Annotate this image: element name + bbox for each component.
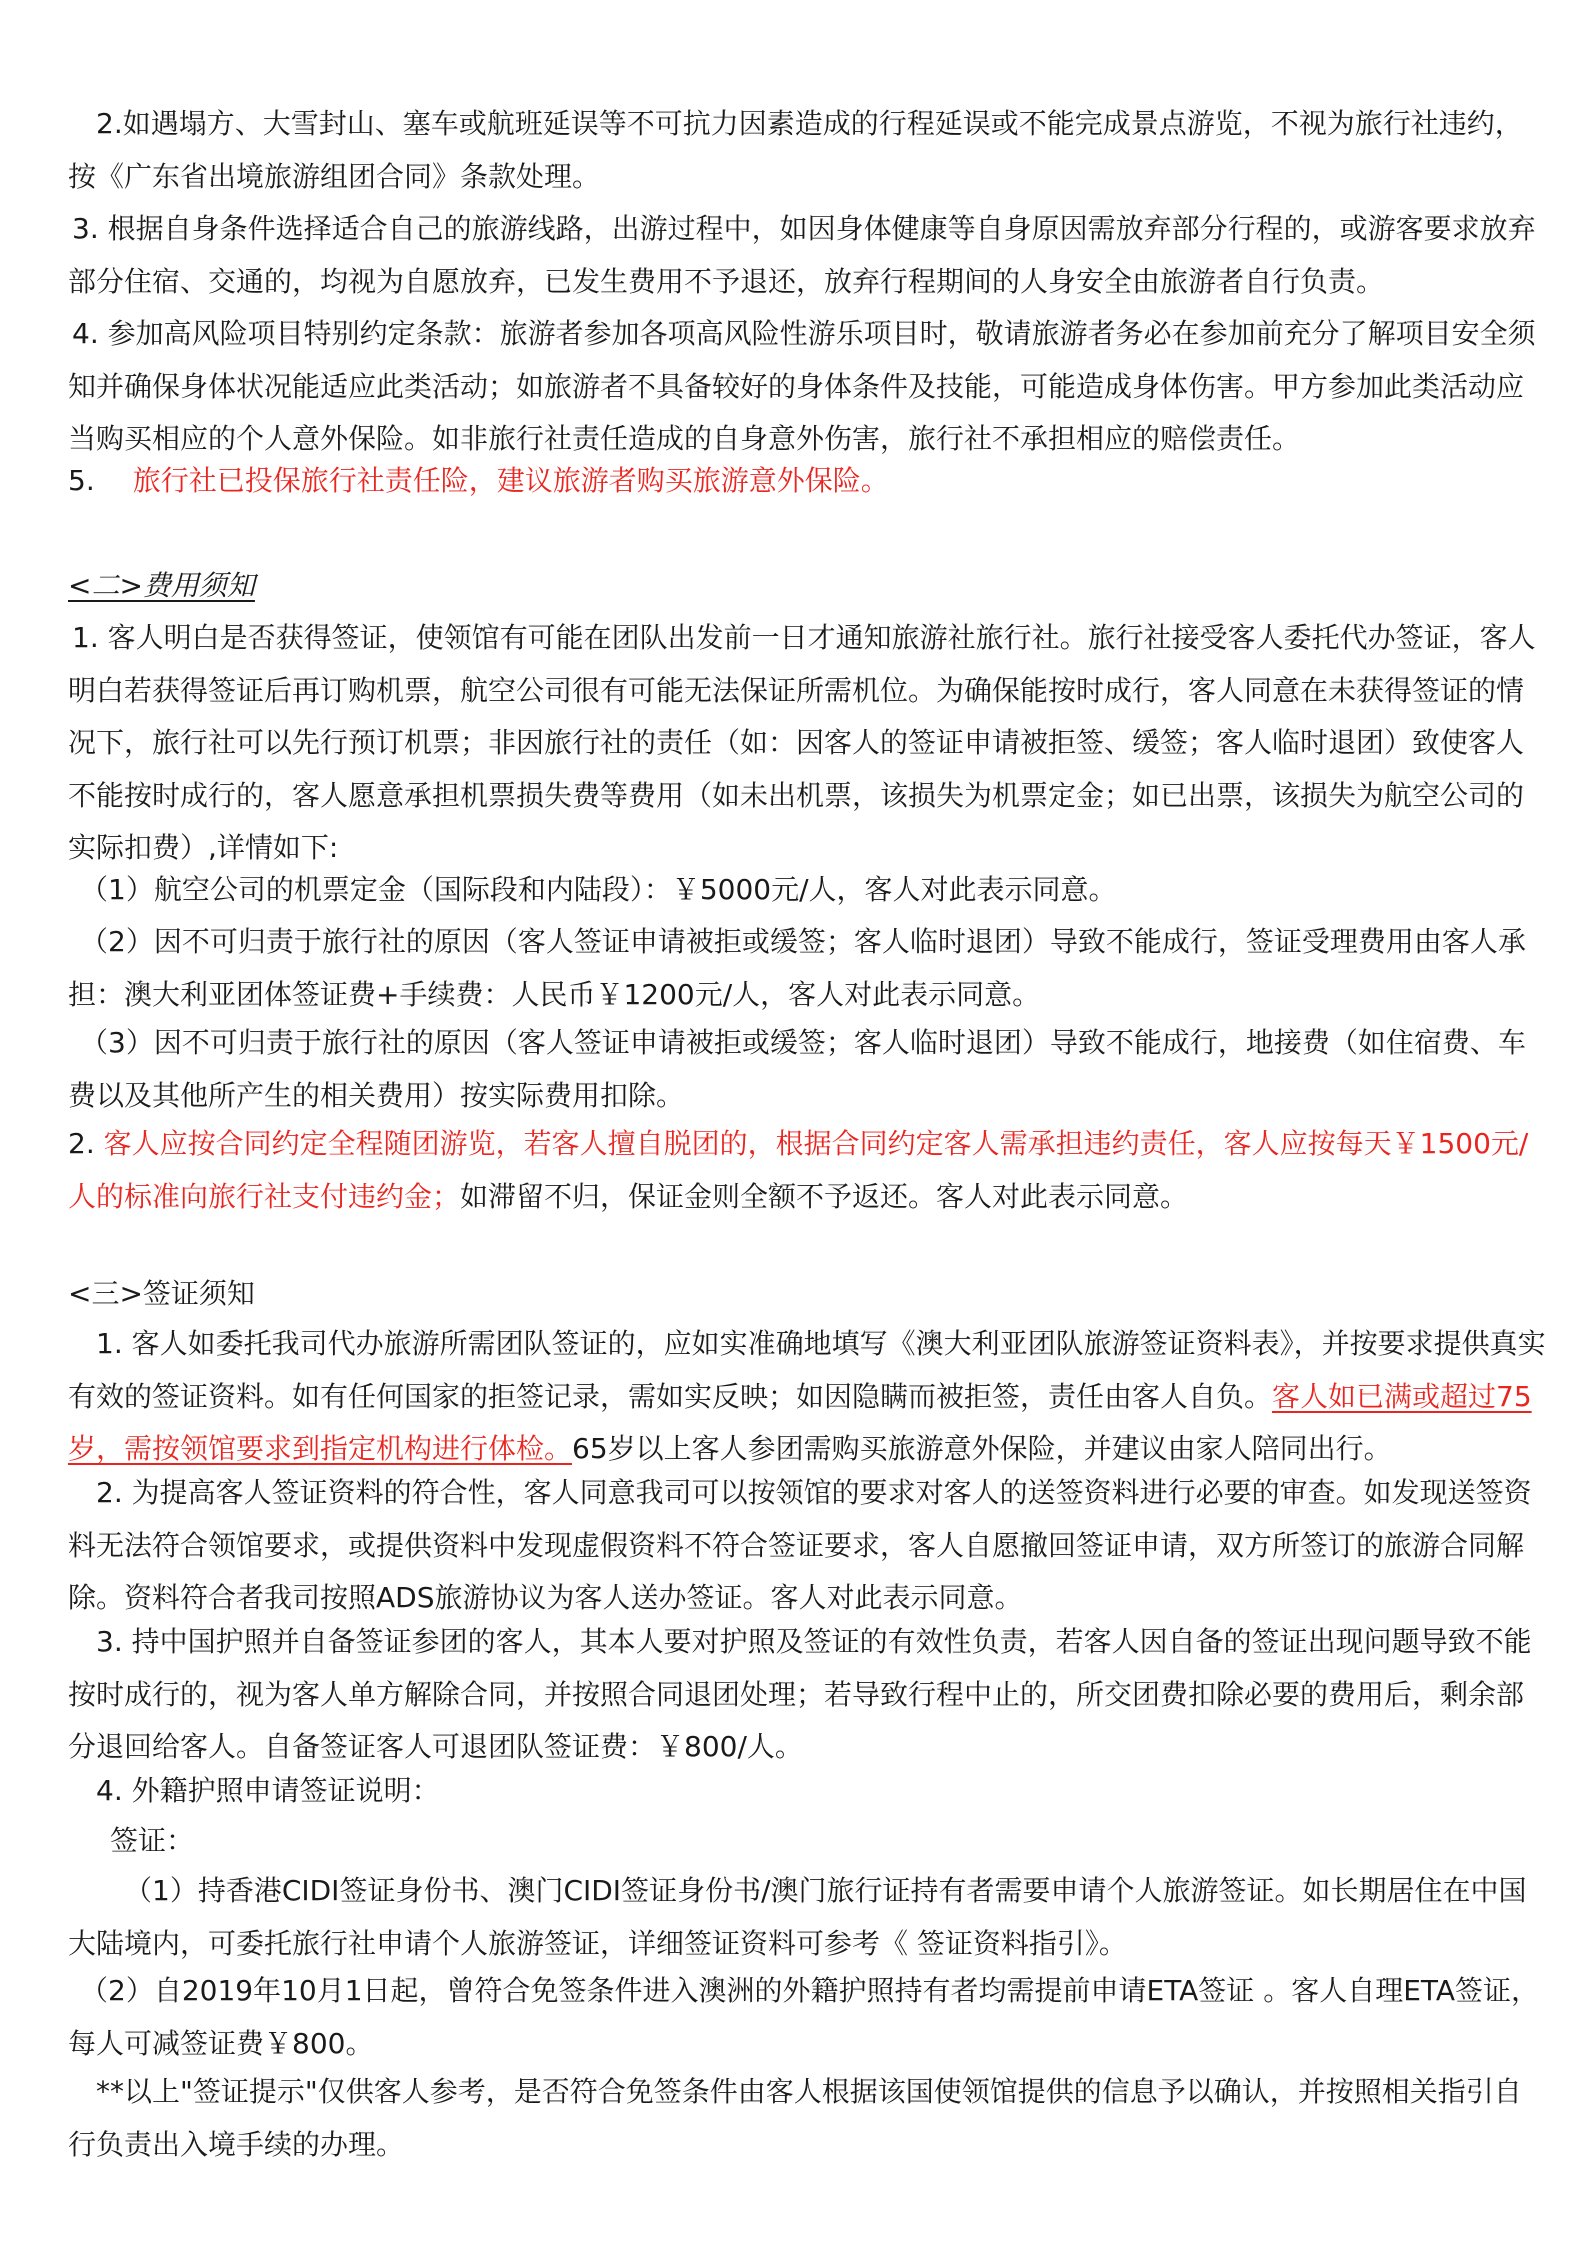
clause-3-voluntary-waiver: 3. 根据自身条件选择适合自己的旅游线路，出游过程中，如因身体健康等自身原因需放弃部分行程的，或游客要求放弃部分住宿、交通的，均视为自愿放弃，已发生费用不予退还，放弃行程期间的人身安全由旅游者自行负责。 bbox=[68, 212, 1536, 298]
fees-clause-2-tail: 如滞留不归，保证金则全额不予返还。客人对此表示同意。 bbox=[460, 1179, 1189, 1213]
visa-clause-1-insurance: 65岁以上客人参团需购买旅游意外保险，并建议由家人陪同出行。 bbox=[572, 1432, 1392, 1465]
visa-clause-3: 3. 持中国护照并自备签证参团的客人，其本人要对护照及签证的有效性负责，若客人因自备的签证出现问题导致不能按时成行的，视为客人单方解除合同，并按照合同退团处理；若导致行程中止的，所交团费扣除必要的费用后，剩余部分退回给客人。自备签证客人可退团队签证费：￥800/人。 bbox=[68, 1625, 1532, 1763]
clause-5-number: 5. bbox=[68, 464, 95, 497]
fees-clause-2-penalty: 客人应按合同约定全程随团游览，若客人擅自脱团的，根据合同约定客人需承担违约责任，客人应按每天￥1500元/人的标准向旅行社支付违约金； bbox=[68, 1127, 1529, 1213]
visa-clause-1-age-note: 客人如已满或超过75岁，需按领馆要求到指定机构进行体检。 bbox=[68, 1379, 1532, 1465]
clause-5-insurance bbox=[68, 455, 1546, 508]
visa-clause-4: 4. 外籍护照申请签证说明： bbox=[96, 1774, 440, 1807]
visa-sub-2: （2）自2019年10月1日起，曾符合免签条件进入澳洲的外籍护照持有者均需提前申请ETA签证 。客人自理ETA签证，每人可减签证费￥800。 bbox=[68, 1974, 1539, 2060]
fees-heading: <二>费用须知 bbox=[68, 569, 255, 602]
visa-note: **以上"签证提示"仅供客人参考，是否符合免签条件由客人根据该国使领馆提供的信息予以确认，并按照相关指引自行负责出入境手续的办理。 bbox=[68, 2075, 1522, 2161]
fees-clause-1: 1. 客人明白是否获得签证，使领馆有可能在团队出发前一日才通知旅游社旅行社。旅行社接受客人委托代办签证，客人明白若获得签证后再订购机票，航空公司很有可能无法保证所需机位。为确保能按时成行，客人同意在未获得签证的情况下，旅行社可以先行预订机票；非因旅行社的责任（如：因客人的签证申请被拒签、缓签；客人临时退团）致使客人不能按时成行的，客人愿意承担机票损失费等费用（如未出机票，该损失为机票定金；如已出票，该损失为航空公司的实际扣费）,详情如下: bbox=[68, 621, 1536, 864]
visa-clause-1 bbox=[68, 1318, 1546, 1476]
clause-4-high-risk: 4. 参加高风险项目特别约定条款：旅游者参加各项高风险性游乐项目时，敬请旅游者务必在参加前充分了解项目安全须知并确保身体状况能适应此类活动；如旅游者不具备较好的身体条件及技能，可能造成身体伤害。甲方参加此类活动应当购买相应的个人意外保险。如非旅行社责任造成的自身意外伤害，旅行社不承担相应的赔偿责任。 bbox=[68, 317, 1536, 455]
fees-sub-1: （1）航空公司的机票定金（国际段和内陆段）：￥5000元/人，客人对此表示同意。 bbox=[80, 873, 1117, 906]
fees-sub-2: （2）因不可归责于旅行社的原因（客人签证申请被拒或缓签；客人临时退团）导致不能成行，签证受理费用由客人承担：澳大利亚团体签证费+手续费：人民币￥1200元/人，客人对此表示同意。 bbox=[68, 925, 1526, 1011]
visa-clause-2: 2. 为提高客人签证资料的符合性，客人同意我司可以按领馆的要求对客人的送签资料进行必要的审查。如发现送签资料无法符合领馆要求，或提供资料中发现虚假资料不符合签证要求，客人自愿撤回签证申请，双方所签订的旅游合同解除。资料符合者我司按照ADS旅游协议为客人送办签证。客人对此表示同意。 bbox=[68, 1476, 1532, 1614]
visa-heading: <三>签证须知 bbox=[68, 1277, 255, 1310]
fees-clause-2-number: 2. bbox=[68, 1127, 95, 1160]
clause-2-force-majeure: 2.如遇塌方、大雪封山、塞车或航班延误等不可抗力因素造成的行程延误或不能完成景点游览，不视为旅行社违约，按《广东省出境旅游组团合同》条款处理。 bbox=[68, 107, 1523, 193]
visa-label: 签证： bbox=[110, 1824, 195, 1857]
fees-sub-3: （3）因不可归责于旅行社的原因（客人签证申请被拒或缓签；客人临时退团）导致不能成行，地接费（如住宿费、车费以及其他所产生的相关费用）按实际费用扣除。 bbox=[68, 1026, 1526, 1112]
visa-sub-1: （1）持香港CIDI签证身份书、澳门CIDI签证身份书/澳门旅行证持有者需要申请个人旅游签证。如长期居住在中国大陆境内，可委托旅行社申请个人旅游签证，详细签证资料可参考《 签证资料指引》。 bbox=[68, 1874, 1527, 1960]
fees-clause-2 bbox=[68, 1118, 1546, 1223]
clause-5-insurance-note: 旅行社已投保旅行社责任险，建议旅游者购买旅游意外保险。 bbox=[132, 464, 889, 497]
visa-clause-1-text: 1. 客人如委托我司代办旅游所需团队签证的，应如实准确地填写《澳大利亚团队旅游签证资料表》，并按要求提供真实有效的签证资料。如有任何国家的拒签记录，需如实反映；如因隐瞒而被拒签，责任由客人自负。 bbox=[68, 1327, 1546, 1413]
